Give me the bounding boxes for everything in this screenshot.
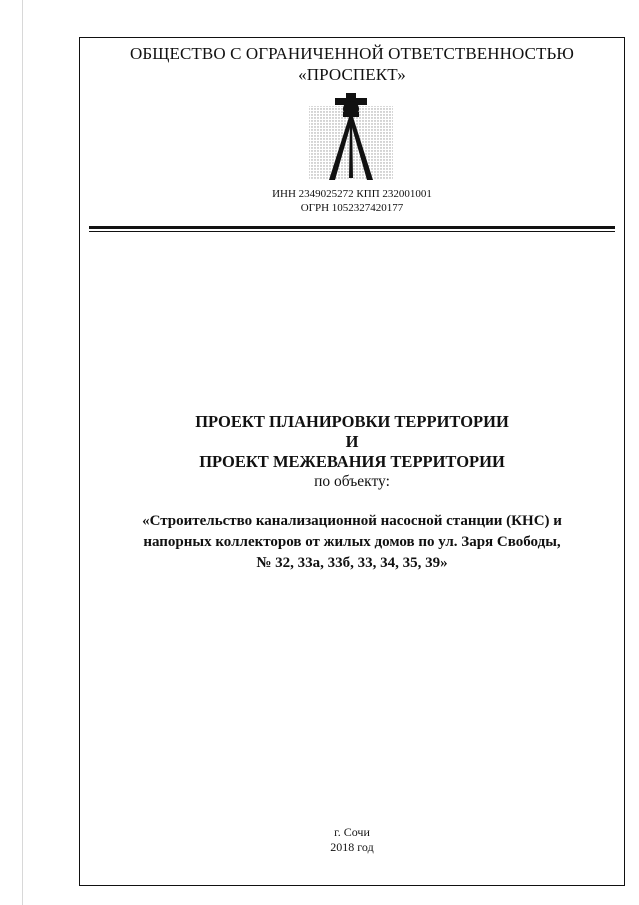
footer-city: г. Сочи xyxy=(334,825,370,839)
header-divider-thin xyxy=(89,231,615,232)
document-subtitle: по объекту: xyxy=(314,473,390,490)
organization-name-line1: ОБЩЕСТВО С ОГРАНИЧЕННОЙ ОТВЕТСТВЕННОСТЬЮ xyxy=(130,44,574,63)
object-name-line1: «Строительство канализационной насосной станции (КНС) и xyxy=(142,513,562,529)
footer-year: 2018 год xyxy=(330,840,374,854)
ogrn-text: ОГРН 1052327420177 xyxy=(300,202,404,214)
document-title-line3: ПРОЕКТ МЕЖЕВАНИЯ ТЕРРИТОРИИ xyxy=(199,452,505,471)
inn-kpp-text: ИНН 2349025272 КПП 232001001 xyxy=(272,188,432,200)
organization-name-line2: «ПРОСПЕКТ» xyxy=(298,65,406,84)
surveyor-tripod-logo-icon xyxy=(305,90,397,182)
scan-edge-line xyxy=(22,0,23,905)
object-name-line3: № 32, 33а, 33б, 33, 34, 35, 39» xyxy=(256,555,448,571)
header-divider-thick xyxy=(89,226,615,229)
document-title-line2: И xyxy=(345,432,359,451)
object-name-line2: напорных коллекторов от жилых домов по ул. Заря Свободы, xyxy=(143,534,561,550)
document-title-line1: ПРОЕКТ ПЛАНИРОВКИ ТЕРРИТОРИИ xyxy=(195,412,509,431)
